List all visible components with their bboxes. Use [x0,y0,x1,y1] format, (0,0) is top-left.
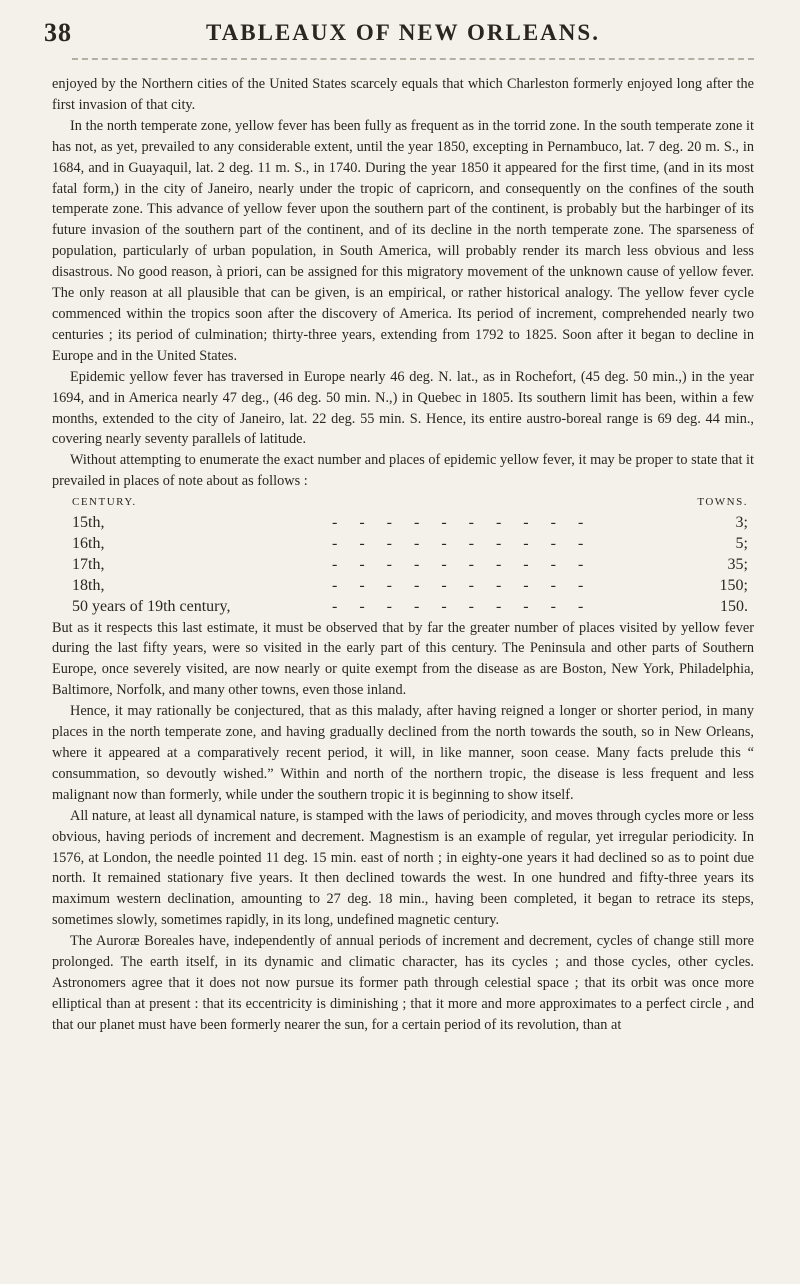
paragraph: Epidemic yellow fever has traversed in Europe nearly 46 deg. N. lat., as in Rochefort, (45 deg. 50 min.,) in the year 1694, and in America nearly 47 deg., (46 deg. 50 min. N.,) in Quebec in 1805. Its southern limit has been, within a few months, extended to the city of Janeiro, lat. 22 deg. 55 min. S. Hence, its entire austro-boreal range is 69 deg. 44 min., covering nearly seventy parallels of latitude. [52,368,754,448]
header-rule [72,58,754,66]
leader-dots: - - - - - - - - - - [332,514,593,532]
paragraph: enjoyed by the Northern cities of the United States scarcely equals that which Charleston formerly enjoyed long after the first invasion of that city. [52,76,754,113]
table-row [72,576,748,597]
towns-cell: 3; [735,514,748,532]
towns-cell: 150. [720,597,748,615]
table-header [72,492,748,513]
century-cell: 18th, [72,576,105,594]
towns-cell: 150; [719,576,748,594]
table-row [72,555,748,576]
towns-cell: 5; [735,534,748,552]
body-text [52,74,754,1036]
epidemic-table [72,492,754,617]
leader-dots: - - - - - - - - - - [332,576,593,594]
towns-cell: 35; [727,555,748,573]
leader-dots: - - - - - - - - - - [332,534,593,552]
century-cell: 17th, [72,555,105,573]
column-header-towns: TOWNS. [697,496,748,509]
paragraph: Without attempting to enumerate the exact number and places of epidemic yellow fever, it may be proper to state that it prevailed in places of note about as follows : [52,452,754,490]
century-cell: 15th, [72,514,105,532]
paragraph: In the north temperate zone, yellow fever has been fully as frequent as in the torrid zone. In the south temperate zone it has not, as yet, prevailed to any considerable extent, until the year 1850, excepting in Pernambuco, lat. 7 deg. 20 m. S., in 1684, and in Guayaquil, lat. 2 deg. 11 m. S., in 1740. During the year 1850 it appeared for the first time, (and in its most fatal form,) in the city of Janeiro, nearly under the tropic of capricorn, and consequently on the confines of the south temperate zone. This advance of yellow fever upon the southern part of the continent, is probably but the harbinger of its future invasion of the southern part of the continent, and of its decline in the north temperate zone. The sparseness of population, particularly of urban population, in South America, will probably render its march less obvious and less disastrous. No good reason, à priori, can be assigned for this migratory movement of the unknown cause of yellow fever. The only reason at all plausible that can be given, is an empirical, or rather historical analogy. The yellow fever cycle commenced within the tropics soon after the discovery of America. Its period of increment, comprehended nearly two centuries ; its period of culmination; thirty-three years, extending from 1792 to 1825. Soon after it began to decline in Europe and in the United States. [52,117,754,364]
table-row [72,513,748,534]
paragraph: Hence, it may rationally be conjectured, that as this malady, after having reigned a longer or shorter period, in many places in the north temperate zone, and having gradually declined from the north towards the south, so in New Orleans, where it appeared at a comparatively recent period, it will, in like manner, soon cease. Many facts prelude this “ consummation, so devoutly wished.” Within and north of the northern tropic, the disease is less frequent and less malignant now than formerly, while under the southern tropic it is beginning to show itself. [52,703,754,803]
century-cell: 50 years of 19th century, [72,597,231,615]
paragraph: But as it respects this last estimate, it must be observed that by far the greater number of places visited by yellow fever during the last fifty years, were so visited in the early part of this century. The Peninsula and other parts of Southern Europe, once severely visited, are now nearly or quite exempt from the disease as are Boston, New York, Philadelphia, Baltimore, Norfolk, and many other towns, even those inland. [52,619,754,699]
table-row [72,534,748,555]
leader-dots: - - - - - - - - - - [332,597,593,615]
paragraph: All nature, at least all dynamical nature, is stamped with the laws of periodicity, and moves through cycles more or less obvious, having periods of increment and decrement. Magnestism is an example of regular, yet irregular periodicity. In 1576, at London, the needle pointed 11 deg. 15 min. east of north ; in eighty-one years it had declined so as to point due north. It remained stationary five years. It then declined towards the west. In one hundred and fifty-three years its maximum western declination, amounting to 27 deg. 18 min., having been completed, it began to retrace its steps, sometimes slowly, sometimes rapidly, in its long, undefined magnetic century. [52,807,754,929]
column-header-century: CENTURY. [72,496,137,509]
page-header [44,18,754,58]
paragraph: The Auroræ Boreales have, independently of annual periods of increment and decrement, cycles of change still more prolonged. The earth itself, in its dynamic and climatic character, has its cycles ; and those cycles, other cycles. Astronomers agree that it does not now pursue its former path through celestial space ; that its orbit was once more elliptical than at present : that its eccentricity is diminishing ; that it more and more approximates to a perfect circle , and that our planet must have been formerly nearer the sun, for a certain period of its revolution, than at [52,933,754,1033]
page-number: 38 [44,18,72,47]
table-row [72,597,748,618]
leader-dots: - - - - - - - - - - [332,555,593,573]
century-cell: 16th, [72,534,105,552]
running-title: TABLEAUX OF NEW ORLEANS. [206,20,600,45]
